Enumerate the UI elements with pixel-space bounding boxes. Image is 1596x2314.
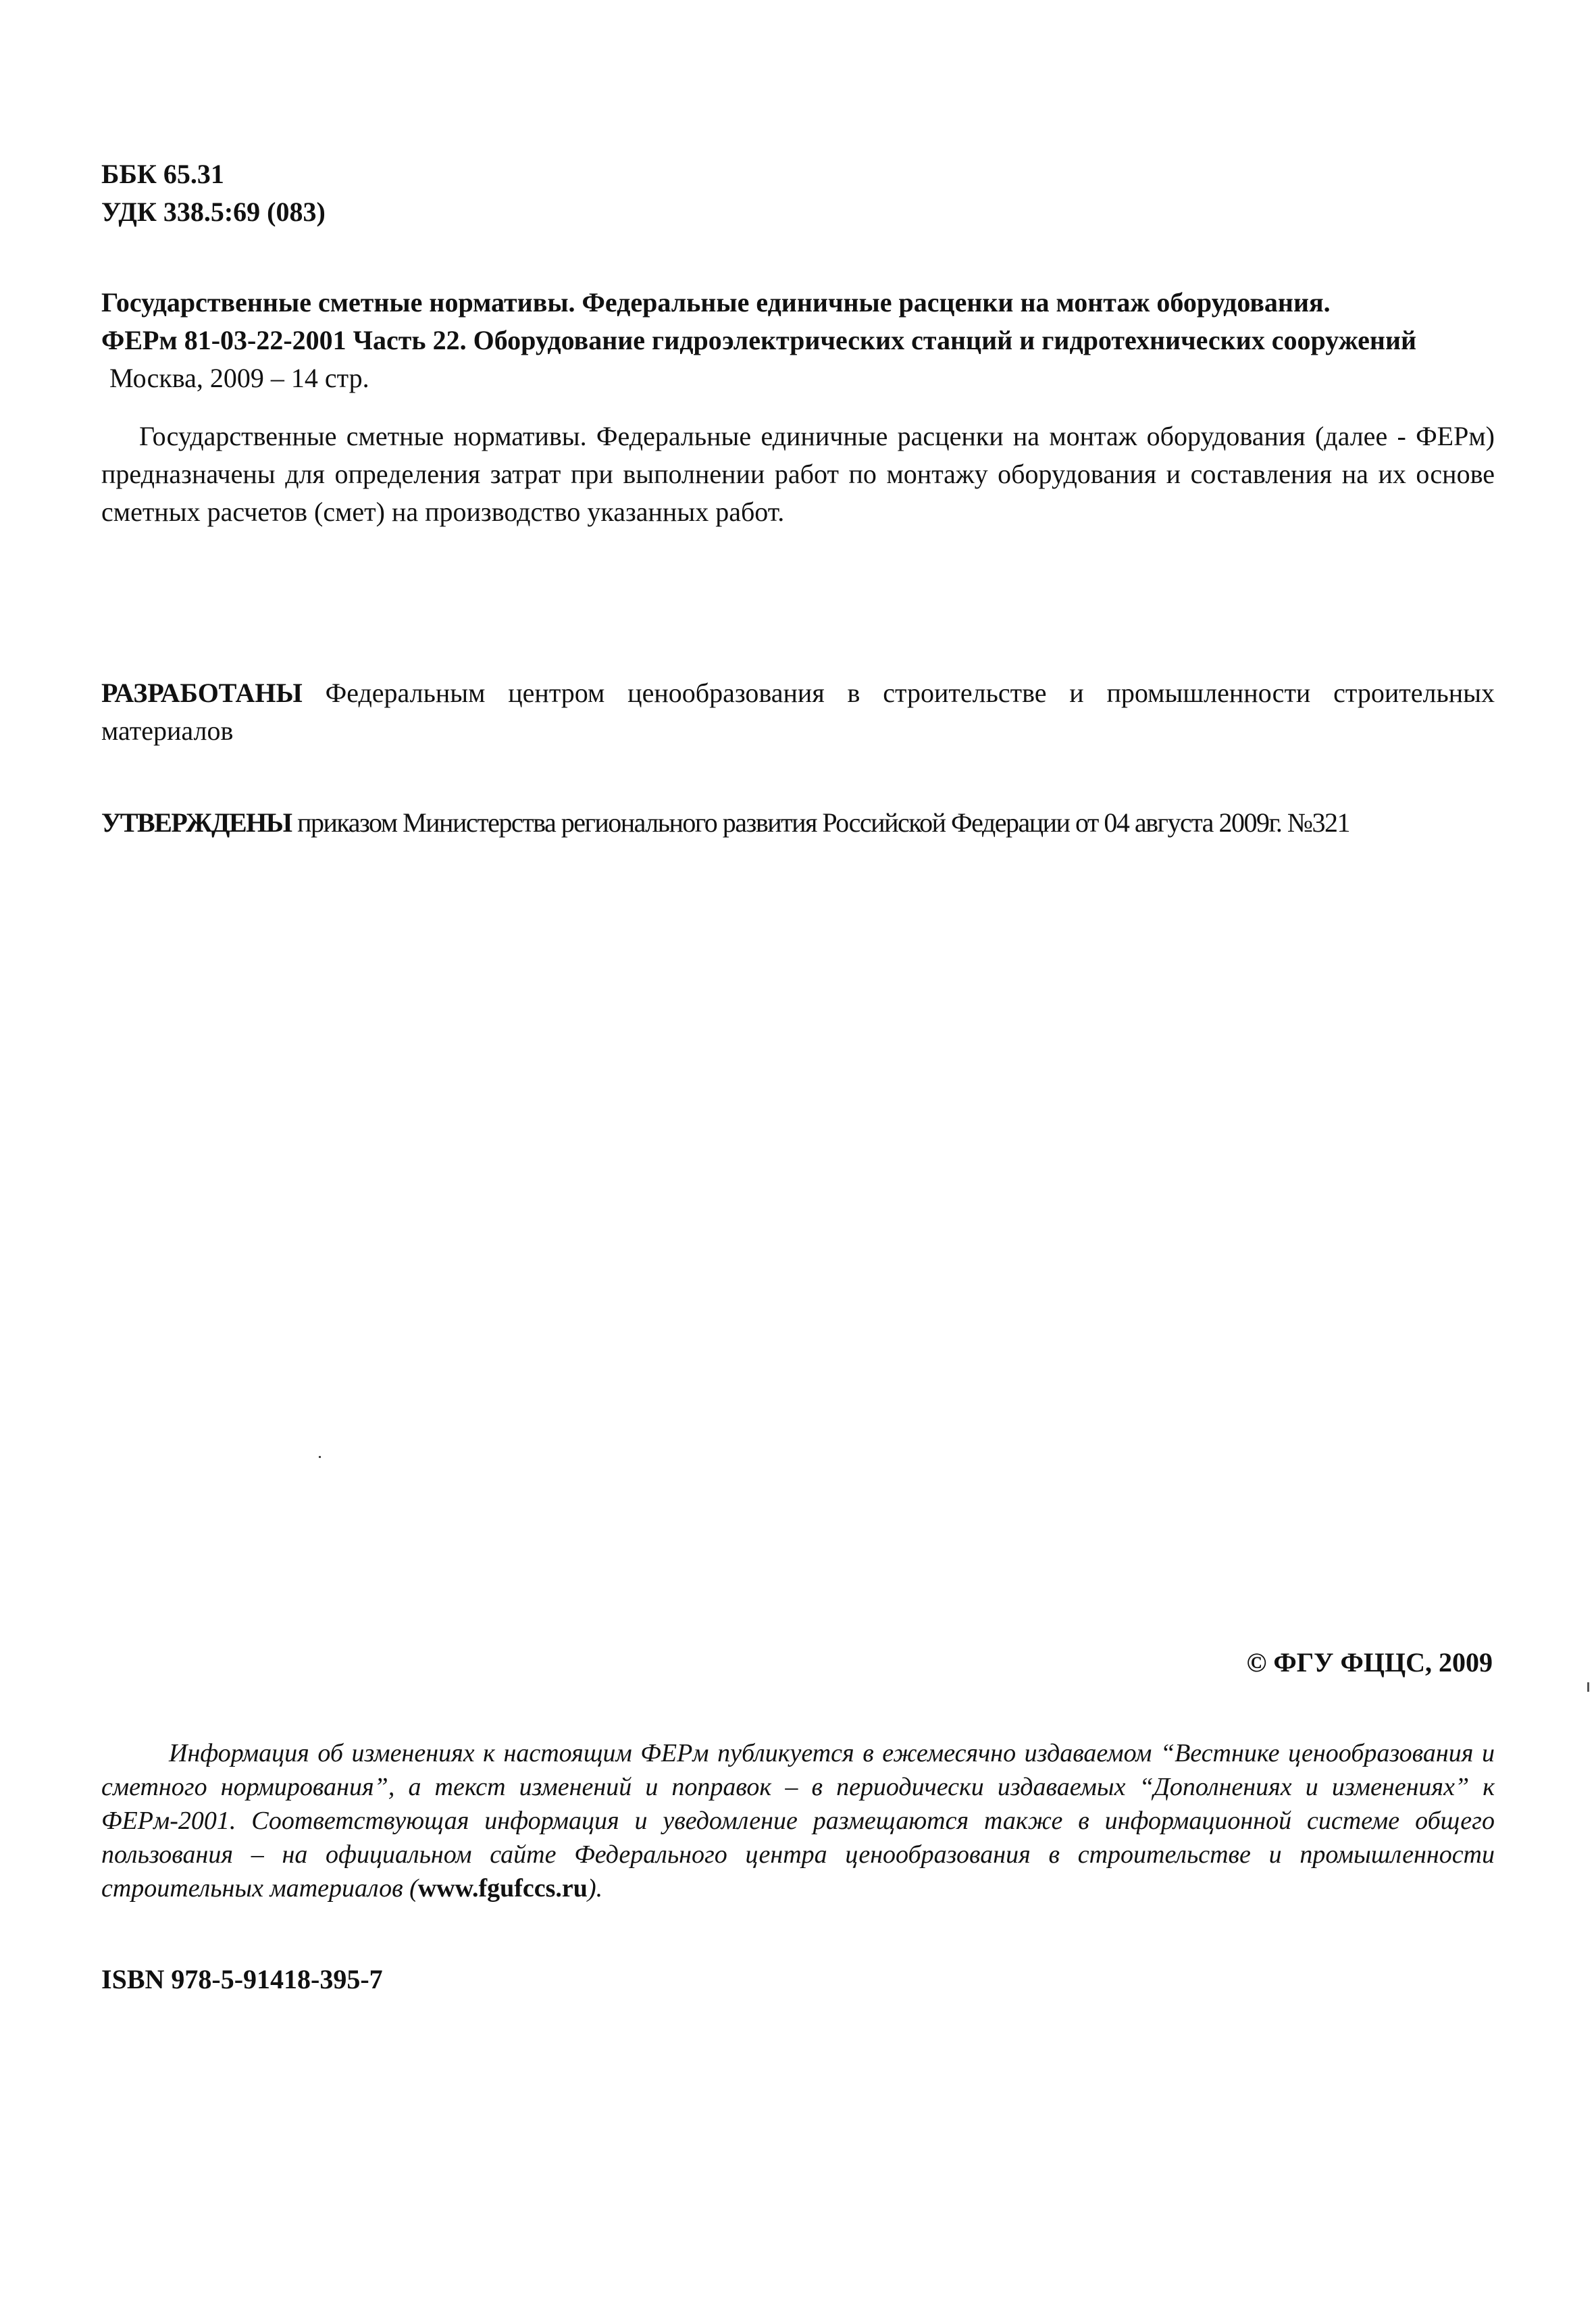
publication-info: Москва, 2009 – 14 стр. bbox=[109, 363, 369, 393]
classification-codes bbox=[101, 155, 326, 231]
developed-by-statement bbox=[101, 674, 1495, 750]
approved-text: приказом Министерства регионального развития Российской Федерации от 04 августа 2009г. №321 bbox=[297, 807, 1349, 838]
approved-label: УТВЕРЖДЕНЫ bbox=[101, 807, 292, 838]
title-line-1: Государственные сметные нормативы. Федеральные единичные расценки на монтаж оборудования. bbox=[101, 287, 1331, 318]
developed-text: Федеральным центром ценообразования в строительстве и промышленности строительных материалов bbox=[101, 678, 1495, 746]
udk-code: УДК 338.5:69 (083) bbox=[101, 197, 326, 227]
bbk-code: ББК 65.31 bbox=[101, 159, 224, 189]
updates-info-tail: ). bbox=[587, 1874, 603, 1903]
title-line-2: ФЕРм 81-03-22-2001 Часть 22. Оборудование гидроэлектрических станций и гидротехнических сооружений bbox=[101, 325, 1417, 355]
website-link[interactable]: www.fgufccs.ru bbox=[417, 1874, 588, 1903]
description-paragraph: Государственные сметные нормативы. Федеральные единичные расценки на монтаж оборудования (далее - ФЕРм) предназначены для определения затрат при выполнении работ по монтажу оборудования и составления на их основе сметных расчетов (смет) на производство указанных работ. bbox=[101, 421, 1495, 527]
isbn-number: ISBN 978-5-91418-395-7 bbox=[101, 1964, 383, 1994]
document-title-block bbox=[101, 284, 1499, 397]
developed-label: РАЗРАБОТАНЫ bbox=[101, 678, 303, 708]
copyright-notice: © ФГУ ФЦЦС, 2009 bbox=[1246, 1647, 1493, 1678]
scan-speck bbox=[319, 1456, 321, 1458]
scan-mark bbox=[1587, 1682, 1589, 1692]
approved-by-statement bbox=[101, 804, 1506, 842]
updates-info-text: Информация об изменениях к настоящим ФЕРм публикуется в ежемесячно издаваемом “Вестнике ценообразования и сметного нормирования”, а текст изменений и поправок – в периодически издаваемых “Дополнениях и изменениях” к ФЕРм-2001. Соответствующая информация и уведомление размещаются также в информационной системе общего пользования – на официальном сайте Федерального центра ценообразования в строительстве и промышленности строительных материалов ( bbox=[101, 1739, 1495, 1903]
updates-info-paragraph bbox=[101, 1736, 1495, 1905]
